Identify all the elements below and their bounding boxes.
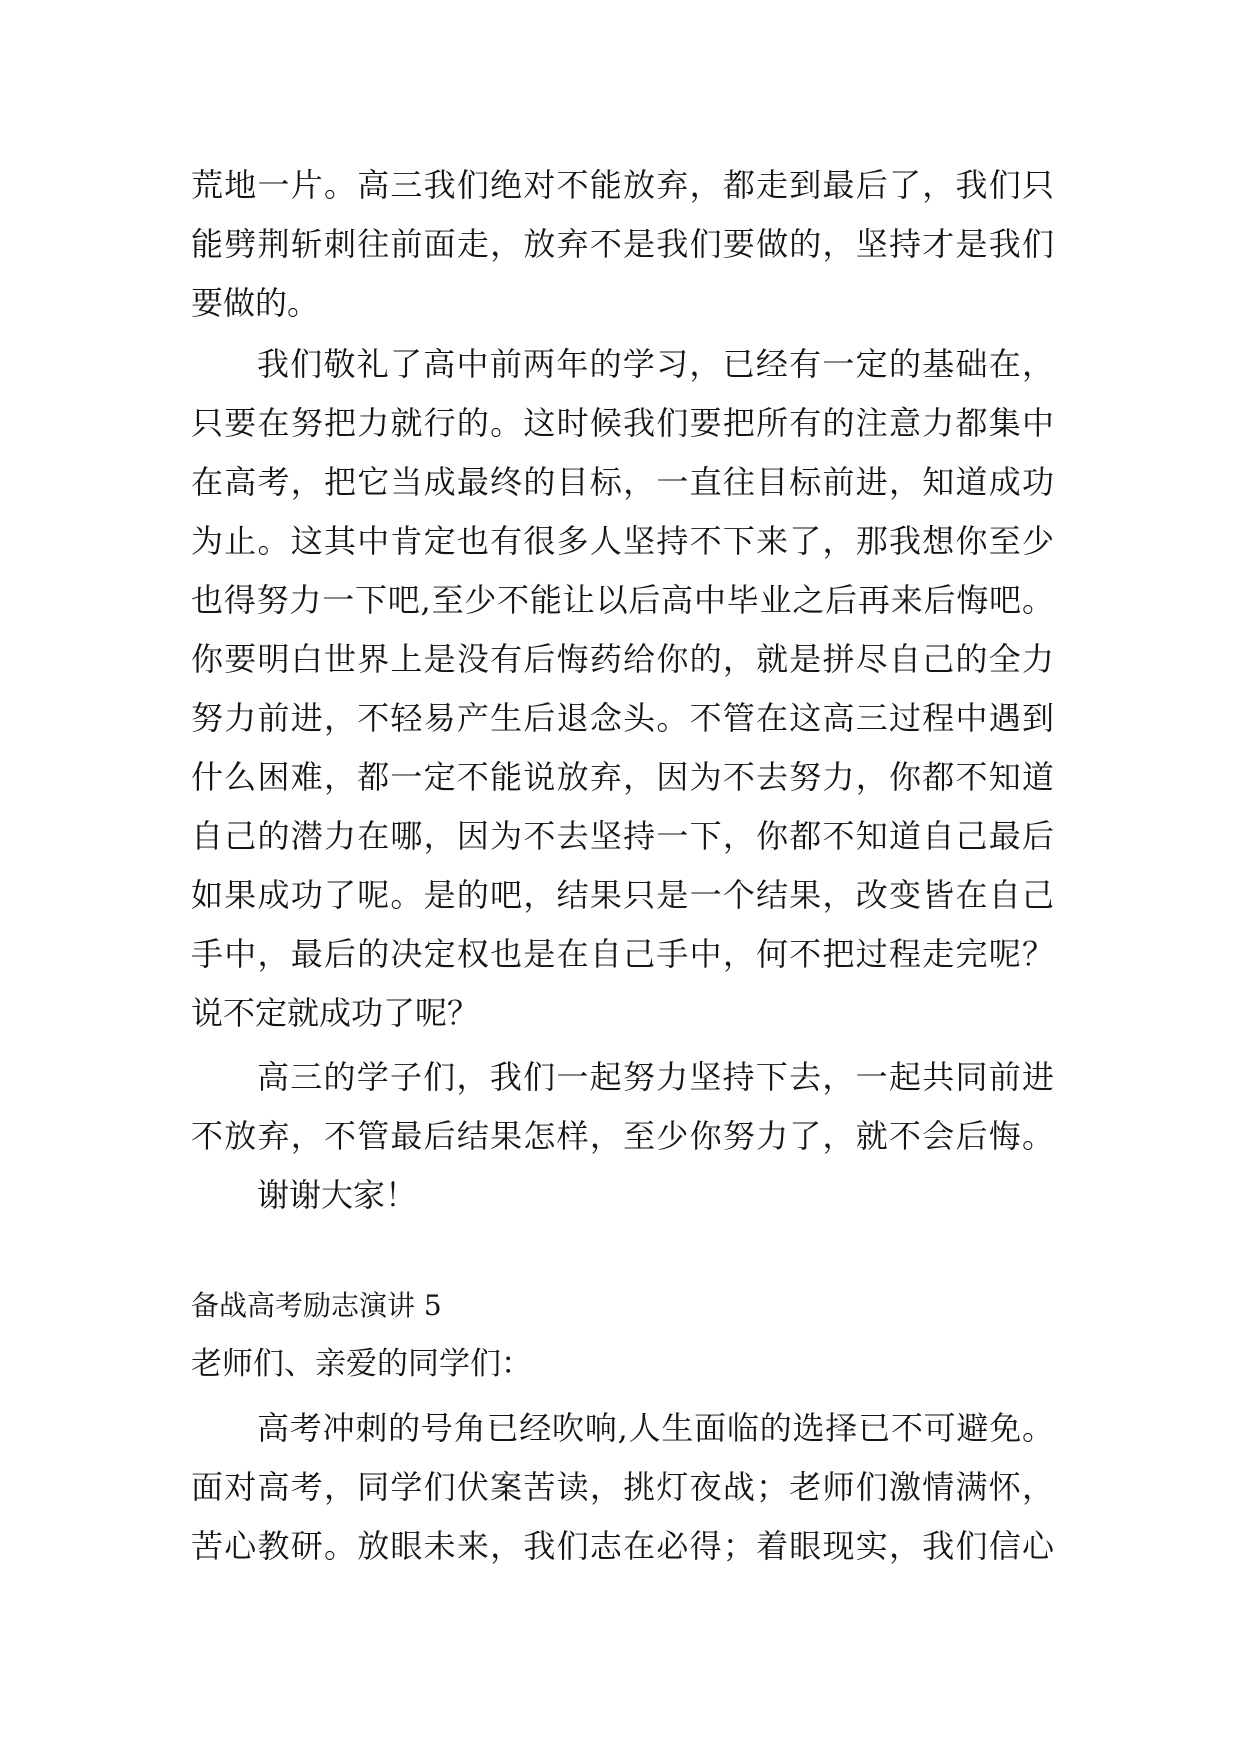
text-line: 手中，最后的决定权也是在自己手中，何不把过程走完呢？ <box>191 935 1054 973</box>
paragraph <box>191 156 1054 333</box>
text-line: 什么困难，都一定不能说放弃，因为不去努力，你都不知道 <box>191 758 1054 796</box>
paragraph <box>191 1166 1054 1225</box>
text-line: 努力前进，不轻易产生后退念头。不管在这高三过程中遇到 <box>191 699 1054 737</box>
text-line: 如果成功了呢。是的吧，结果只是一个结果，改变皆在自己 <box>191 876 1054 914</box>
text-line: 不放弃，不管最后结果怎样，至少你努力了，就不会后悔。 <box>191 1117 1054 1155</box>
paragraph <box>191 335 1054 1043</box>
text-line: 高三的学子们，我们一起努力坚持下去，一起共同前进 <box>257 1058 1054 1096</box>
closing-line: 谢谢大家！ <box>257 1176 418 1214</box>
text-line: 能劈荆斩刺往前面走，放弃不是我们要做的，坚持才是我们 <box>191 225 1054 263</box>
text-line: 我们敬礼了高中前两年的学习，已经有一定的基础在， <box>257 345 1054 383</box>
text-line: 要做的。 <box>191 284 320 322</box>
salutation: 老师们、亲爱的同学们： <box>191 1346 532 1382</box>
text-line: 也得努力一下吧,至少不能让以后高中毕业之后再来后悔吧。 <box>191 581 1054 619</box>
paragraph <box>191 1399 1054 1576</box>
text-line: 自己的潜力在哪，因为不去坚持一下，你都不知道自己最后 <box>191 817 1054 855</box>
text-line: 你要明白世界上是没有后悔药给你的，就是拼尽自己的全力 <box>191 640 1054 678</box>
text-line: 面对高考，同学们伏案苦读，挑灯夜战；老师们激情满怀， <box>191 1468 1054 1506</box>
text-line: 说不定就成功了呢？ <box>191 994 480 1032</box>
text-line: 只要在努把力就行的。这时候我们要把所有的注意力都集中 <box>191 404 1054 442</box>
text-line: 高考冲刺的号角已经吹响,人生面临的选择已不可避免。 <box>257 1409 1054 1447</box>
text-line: 为止。这其中肯定也有很多人坚持不下来了，那我想你至少 <box>191 522 1054 560</box>
text-line: 在高考，把它当成最终的目标，一直往目标前进，知道成功 <box>191 463 1054 501</box>
document-body <box>191 156 1054 1576</box>
text-line: 苦心教研。放眼未来，我们志在必得；着眼现实，我们信心 <box>191 1527 1054 1565</box>
paragraph <box>191 1048 1054 1166</box>
text-line: 荒地一片。高三我们绝对不能放弃，都走到最后了，我们只 <box>191 166 1054 204</box>
section-title: 备战高考励志演讲 5 <box>191 1289 442 1322</box>
